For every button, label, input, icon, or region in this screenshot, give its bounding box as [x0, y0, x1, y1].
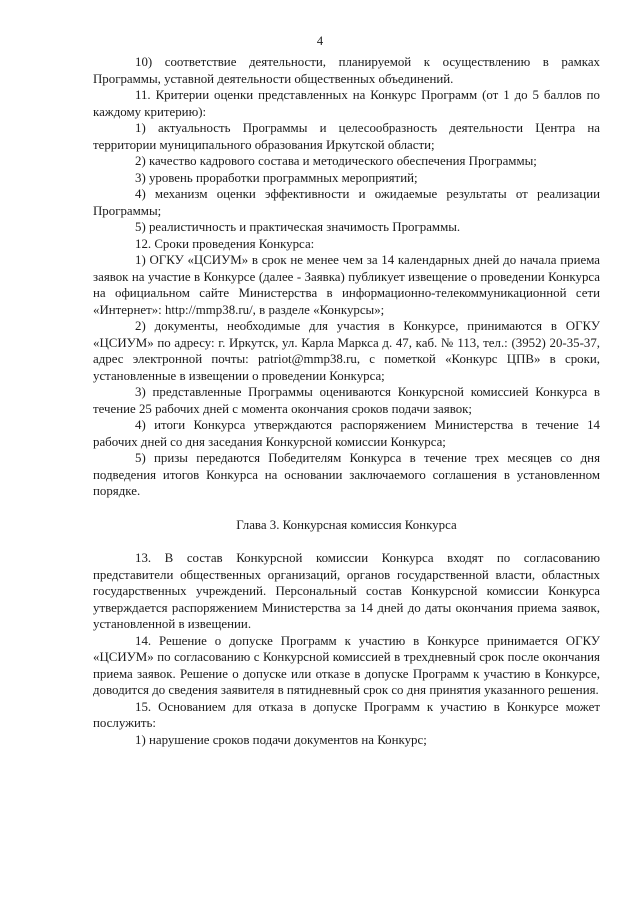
paragraph-section-14: 14. Решение о допуске Программ к участию в Конкурсе принимается ОГКУ «ЦСИУМ» по согласованию с Конкурсной комиссией в трехдневный срок после окончания приема заявок. Решение о допуске или отказе в допуске Программ к участию в Конкурсе, доводится до сведения заявителя в пятидневный срок со дня принятия указанного решения.	[93, 633, 600, 697]
list-item-term-3: 3) представленные Программы оцениваются Конкурсной комиссией Конкурса в течение 25 рабочих дней с момента окончания сроков подачи заявок;	[93, 385, 600, 416]
chapter-heading: Глава 3. Конкурсная комиссия Конкурса	[236, 517, 457, 532]
list-item-criterion-5: 5) реалистичность и практическая значимость Программы.	[135, 220, 461, 234]
page-number: 4	[316, 34, 324, 48]
list-item-criterion-4: 4) механизм оценки эффективности и ожидаемые результаты от реализации Программы;	[93, 187, 600, 218]
list-item-criterion-2: 2) качество кадрового состава и методического обеспечения Программы;	[135, 154, 537, 168]
paragraph-section-13: 13. В состав Конкурсной комиссии Конкурса входят по согласованию представители общественных организаций, органов государственной власти, областных государственных учреждений. Персональный состав Конкурсной комиссии Конкурса утверждается распоряжением Министерства за 14 дней до даты окончания приема заявок, установленной в извещении.	[93, 551, 600, 631]
list-item-refusal-1: 1) нарушение сроков подачи документов на Конкурс;	[135, 732, 427, 747]
paragraph-criterion-10: 10) соответствие деятельности, планируемой к осуществлению в рамках Программы, уставной деятельности общественных объединений.	[93, 55, 600, 86]
list-item-term-5: 5) призы передаются Победителям Конкурса в течение трех месяцев со дня подведения итогов Конкурса на основании заключаемого соглашения в установленном порядке.	[93, 451, 600, 498]
list-item-term-2: 2) документы, необходимые для участия в Конкурсе, принимаются в ОГКУ «ЦСИУМ» по адресу: г. Иркутск, ул. Карла Маркса д. 47, каб. № 113, тел.: (3952) 20-35-37, адрес электронной почты: patriot@mmp38.ru, с пометкой «Конкурс ЦПВ» в сроки, установленные в извещении о проведении Конкурса;	[93, 319, 600, 383]
paragraph-section-15: 15. Основанием для отказа в допуске Программ к участию в Конкурсе может послужить:	[93, 699, 600, 730]
page-body	[93, 54, 600, 748]
paragraph-section-11: 11. Критерии оценки представленных на Конкурс Программ (от 1 до 5 баллов по каждому критерию):	[93, 88, 600, 119]
list-item-criterion-1: 1) актуальность Программы и целесообразность деятельности Центра на территории муниципального образования Иркутской области;	[93, 121, 600, 152]
list-item-criterion-3: 3) уровень проработки программных мероприятий;	[135, 170, 418, 185]
list-item-term-1: 1) ОГКУ «ЦСИУМ» в срок не менее чем за 14 календарных дней до начала приема заявок на участие в Конкурсе (далее - Заявка) публикует извещение о проведении Конкурса на официальном сайте Министерства в информационно-телекоммуникационной сети «Интернет»: http://mmp38.ru/, в разделе «Конкурсы»;	[93, 253, 600, 317]
list-item-term-4: 4) итоги Конкурса утверждаются распоряжением Министерства в течение 14 рабочих дней со дня заседания Конкурсной комиссии Конкурса;	[93, 418, 600, 449]
paragraph-section-12: 12. Сроки проведения Конкурса:	[135, 236, 315, 251]
